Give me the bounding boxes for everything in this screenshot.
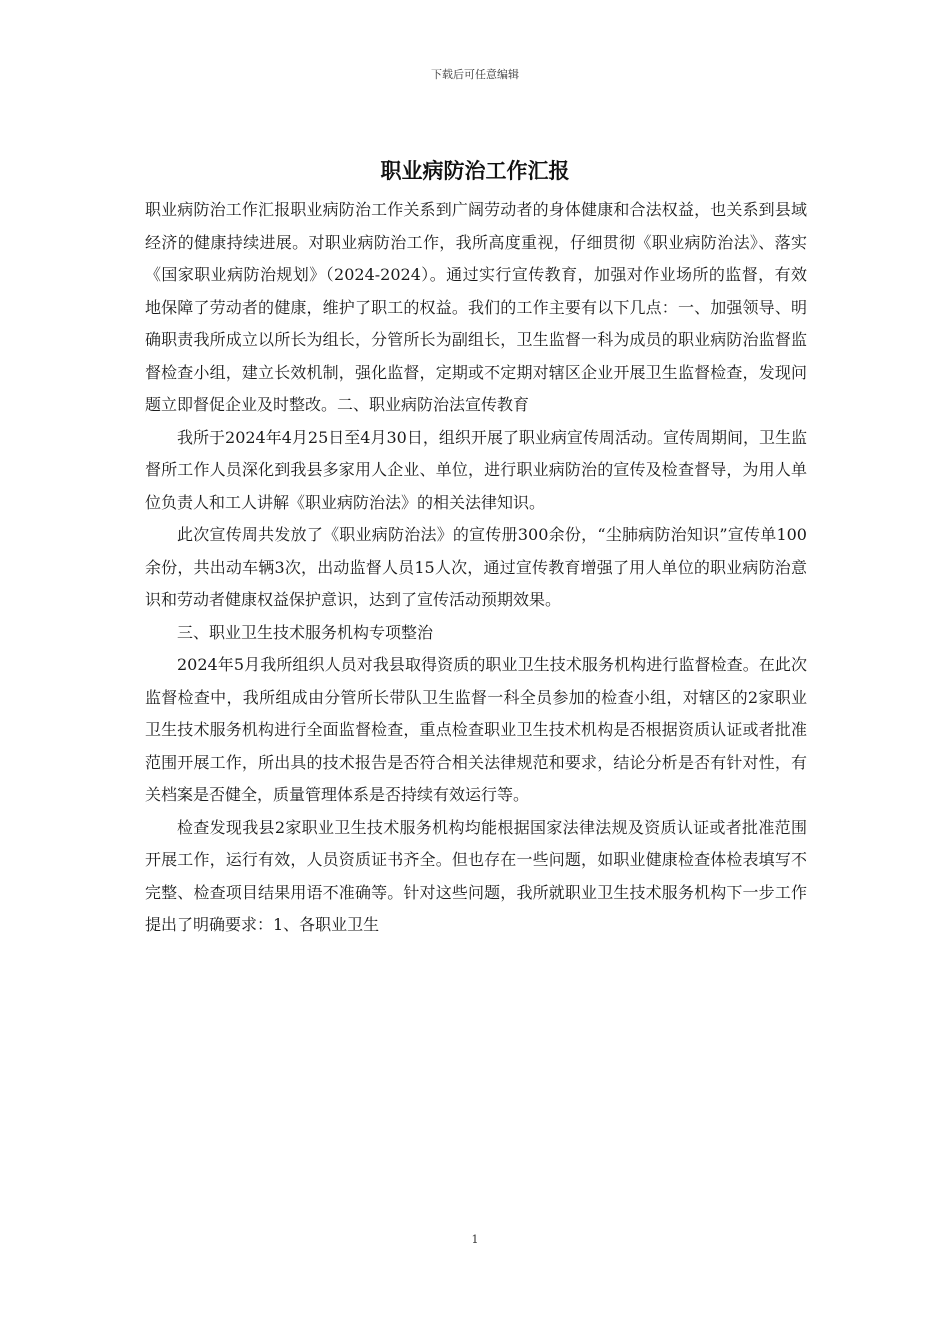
section-heading-three: 三、职业卫生技术服务机构专项整治 — [177, 622, 434, 642]
document-title: 职业病防治工作汇报 — [380, 158, 570, 183]
page-header-note: 下载后可任意编辑 — [431, 68, 519, 81]
paragraph-inspection: 2024年5月我所组织人员对我县取得资质的职业卫生技术服务机构进行监督检查。在此次监督检查中，我所组成由分管所长带队卫生监督一科全员参加的检查小组，对辖区的2家职业卫生技术服务机构进行全面监督检查，重点检查职业卫生技术机构是否根据资质认证或者批准范围开展工作，所出具的技术报告是否符合相关法律规范和要求，结论分析是否有针对性，有关档案是否健全，质量管理体系是否持续有效运行等。 — [145, 655, 807, 804]
page-number: 1 — [471, 1233, 479, 1246]
paragraph-publicity-results: 此次宣传周共发放了《职业病防治法》的宣传册300余份，“尘肺病防治知识”宣传单100余份，共出动车辆3次，出动监督人员15人次，通过宣传教育增强了用人单位的职业病防治意识和劳动者健康权益保护意识，达到了宣传活动预期效果。 — [145, 525, 807, 609]
document-body — [145, 194, 807, 942]
paragraph-findings: 检查发现我县2家职业卫生技术服务机构均能根据国家法律法规及资质认证或者批准范围开展工作，运行有效，人员资质证书齐全。但也存在一些问题，如职业健康检查体检表填写不完整、检查项目结果用语不准确等。针对这些问题，我所就职业卫生技术服务机构下一步工作提出了明确要求：1、各职业卫生 — [145, 817, 807, 934]
paragraph-publicity-week: 我所于2024年4月25日至4月30日，组织开展了职业病宣传周活动。宣传周期间，卫生监督所工作人员深化到我县多家用人企业、单位，进行职业病防治的宣传及检查督导，为用人单位负责人和工人讲解《职业病防治法》的相关法律知识。 — [145, 427, 807, 512]
paragraph-intro: 职业病防治工作汇报职业病防治工作关系到广阔劳动者的身体健康和合法权益，也关系到县域经济的健康持续进展。对职业病防治工作，我所高度重视，仔细贯彻《职业病防治法》、落实《国家职业病防治规划》（2024-2024）。通过实行宣传教育，加强对作业场所的监督，有效地保障了劳动者的健康，维护了职工的权益。我们的工作主要有以下几点：一、加强领导、明确职责我所成立以所长为组长，分管所长为副组长，卫生监督一科为成员的职业病防治监督监督检查小组，建立长效机制，强化监督，定期或不定期对辖区企业开展卫生监督检查，发现问题立即督促企业及时整改。二、职业病防治法宣传教育 — [145, 200, 807, 414]
